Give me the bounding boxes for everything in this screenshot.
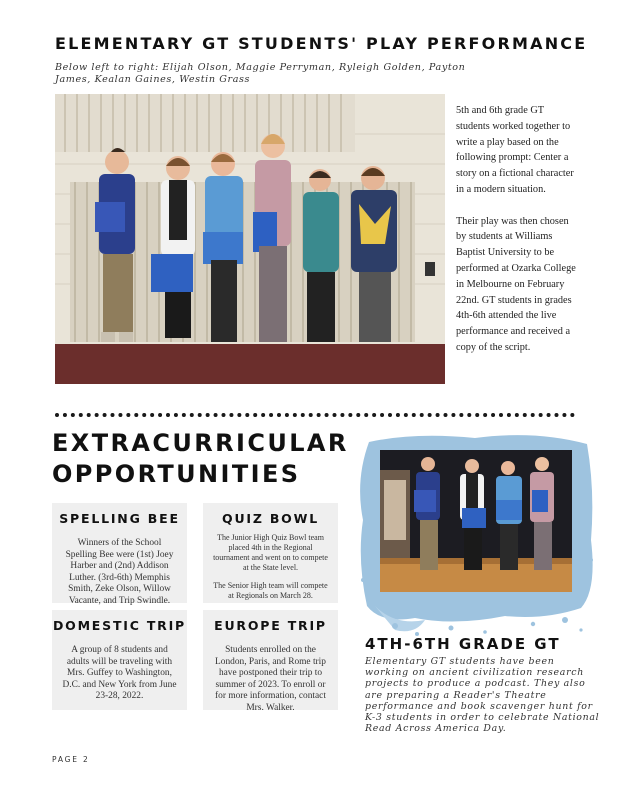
- page-number: PAGE 2: [52, 755, 90, 764]
- card-title: EUROPE TRIP: [214, 618, 327, 633]
- feature-title: 4TH-6TH GRADE GT: [365, 635, 561, 653]
- photo-caption: Below left to right: Elijah Olson, Maggie Perryman, Ryleigh Golden, Payton James, Kealan Gaines, Westin Grass: [55, 62, 466, 85]
- card-body: Winners of the School Spelling Bee were (1st) Joey Harber and (2nd) Addison Luther. (3rd-6th) Memphis Smith, Zeke Olson, Willow Vacante, and Trip Swindle.: [65, 538, 174, 606]
- domestic-trip-card: [52, 610, 187, 710]
- card-body-senior: The Senior High team will compete at Regionals on March 28.: [213, 581, 328, 600]
- feature-description: Elementary GT students have been working on ancient civilization research projects to produce a podcast. They also are preparing a Reader's Theatre performance and book scavenger hunt for K-3 students in order to celebrate National Read Across America Day.: [365, 656, 600, 735]
- card-title: DOMESTIC TRIP: [52, 618, 187, 633]
- card-body: Students enrolled on the London, Paris, and Rome trip have postponed their trip to summer of 2023. To enroll or for more information, contact Mrs. Walker.: [215, 645, 326, 713]
- card-body: A group of 8 students and adults will be traveling with Mrs. Guffey to Washington, D.C. and New York from June 23-28, 2022.: [62, 645, 177, 702]
- card-title: SPELLING BEE: [59, 511, 180, 526]
- spelling-bee-card: [52, 503, 187, 606]
- story-paragraph-1: 5th and 6th grade GT students worked together to write a play based on the following prompt: Center a story on a fictional character in a modern situation.: [456, 105, 574, 195]
- dotted-divider: [55, 413, 575, 417]
- section-title: EXTRACURRICULAR OPPORTUNITIES: [52, 429, 349, 488]
- students-group-photo: [55, 94, 445, 384]
- card-body-junior: The Junior High Quiz Bowl team placed 4th in the Regional tournament and went on to compete at the State level.: [213, 533, 328, 572]
- card-title: QUIZ BOWL: [222, 511, 319, 526]
- europe-trip-card: [203, 610, 338, 713]
- article-title: ELEMENTARY GT STUDENTS' PLAY PERFORMANCE: [55, 34, 588, 53]
- stage-group-photo: [380, 450, 572, 592]
- quiz-bowl-card: [203, 503, 338, 603]
- play-story-text: [456, 103, 576, 372]
- story-paragraph-2: Their play was then chosen by students at Williams Baptist University to be performed at Ozarka College in Melbourne on February 22nd. GT students in grades 4th-6th attended the live performance and received a copy of the script.: [456, 215, 576, 353]
